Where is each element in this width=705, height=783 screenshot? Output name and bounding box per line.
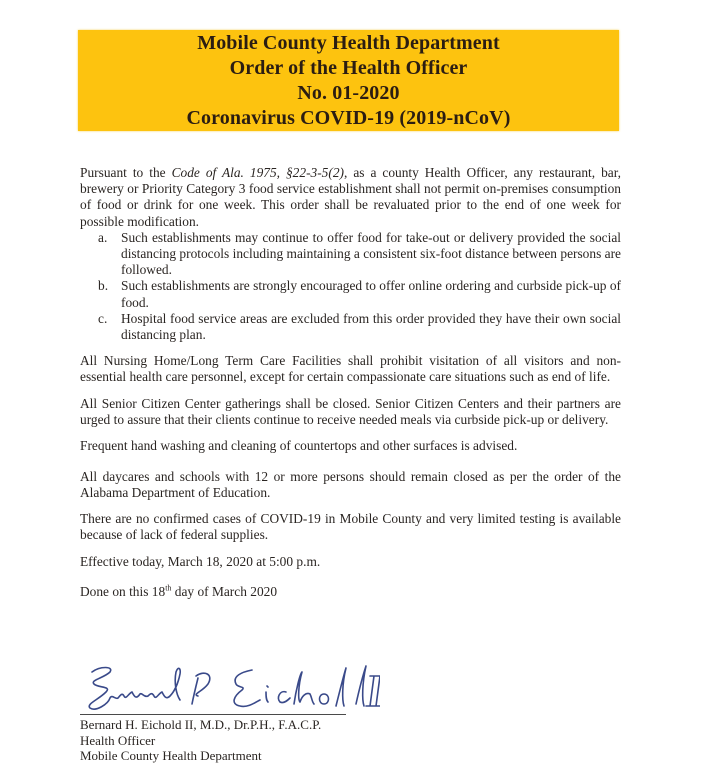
list-item (80, 278, 621, 310)
header-subject: Coronavirus COVID-19 (2019-nCoV) (186, 106, 511, 129)
code-citation: Code of Ala. 1975, §22-3-5(2) (171, 165, 344, 180)
signatory-block (80, 717, 321, 764)
list-marker: a. (98, 229, 108, 245)
schools-paragraph: All daycares and schools with 12 or more persons should remain closed as per the order of the Alabama Department of Education. (80, 468, 621, 500)
signature-scribble (80, 660, 380, 716)
effective-date: Effective today, March 18, 2020 at 5:00 p.m. (80, 553, 321, 569)
intro-text-start: Pursuant to the (80, 165, 172, 180)
restriction-list (80, 230, 621, 343)
list-item (80, 311, 621, 343)
list-item (80, 230, 621, 279)
intro-text-end: , as a county Health Officer, any restaurant, bar, brewery or Priority Category 3 food service establishment shall not permit on-premises consumption of food or drink for one week. This order shall be revaluated prior to the end of one week for possible modification. (80, 165, 621, 229)
signatory-title: Health Officer (80, 732, 156, 748)
signature-line (80, 714, 346, 715)
signature (80, 660, 380, 716)
list-item-text: Such establishments are strongly encouraged to offer online ordering and curbside pick-up of food. (121, 278, 621, 310)
done-date (80, 584, 621, 600)
signatory-organization: Mobile County Health Department (80, 748, 262, 763)
list-item-text: Hospital food service areas are excluded from this order provided they have their own social distancing plan. (121, 310, 621, 343)
header-banner (78, 30, 619, 131)
header-order-number: No. 01-2020 (297, 81, 400, 104)
ordinal-suffix: th (165, 583, 172, 593)
hygiene-paragraph: Frequent hand washing and cleaning of countertops and other surfaces is advised. (80, 438, 518, 454)
list-marker: b. (98, 278, 109, 294)
order-body (80, 165, 621, 610)
header-order-title: Order of the Health Officer (229, 56, 468, 79)
intro-paragraph (80, 165, 621, 230)
list-item-text: Such establishments may continue to offer food for take-out or delivery provided the social distancing protocols including maintaining a consistent six-foot distance between persons are followed. (121, 229, 621, 278)
done-text-end: day of March 2020 (171, 584, 278, 600)
done-text-start: Done on this 18 (80, 584, 166, 600)
list-marker: c. (98, 310, 108, 326)
senior-center-paragraph: All Senior Citizen Center gatherings shall be closed. Senior Citizen Centers and their partners are urged to assure that their clients continue to receive needed meals via curbside pick-up or delivery. (80, 395, 621, 427)
nursing-home-paragraph: All Nursing Home/Long Term Care Facilities shall prohibit visitation of all visitors and non-essential health care personnel, except for certain compassionate care situations such as end of life. (80, 353, 621, 385)
testing-paragraph: There are no confirmed cases of COVID-19 in Mobile County and very limited testing is available because of lack of federal supplies. (80, 511, 621, 543)
signatory-name: Bernard H. Eichold II, M.D., Dr.P.H., F.A.C.P. (80, 717, 322, 732)
header-department: Mobile County Health Department (197, 31, 500, 54)
